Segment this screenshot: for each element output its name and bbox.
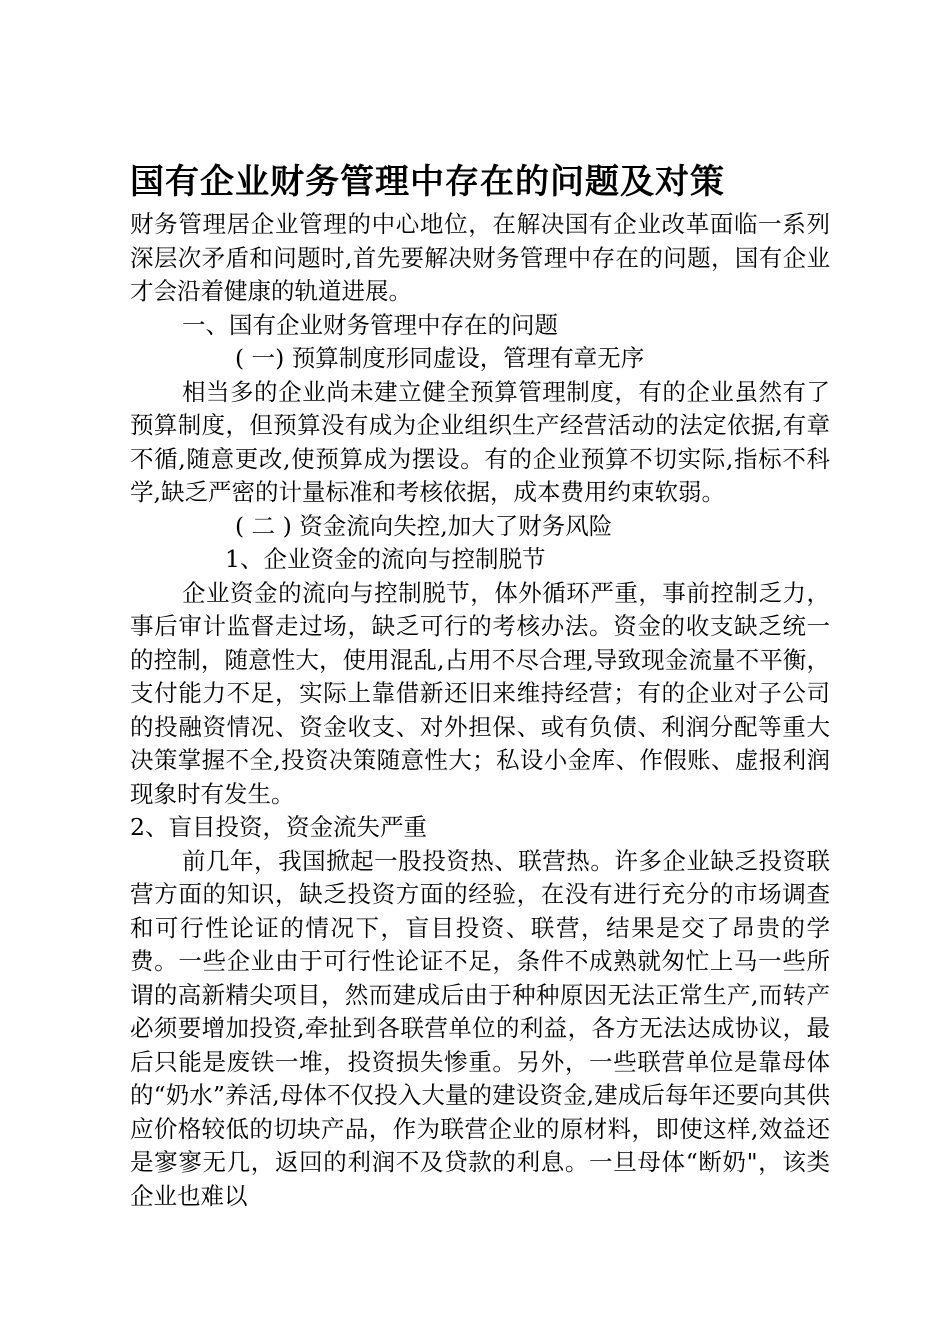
subsection-heading: ( 二 ) 资金流向失控,加大了财务风险 [235, 511, 613, 540]
intro-paragraph: 财务管理居企业管理的中心地位，在解决国有企业改革面临一系列深层次矛盾和问题时,首先要解决财务管理中存在的问题，国有企业才会沿着健康的轨道进展。 [130, 210, 830, 305]
item-heading: 1、企业资金的流向与控制脱节 [225, 545, 546, 573]
document-title: 国有企业财务管理中存在的问题及对策 [130, 162, 725, 202]
subsection-heading: ( 一) 预算制度形同虚设，管理有章无序 [235, 344, 645, 372]
body-paragraph: 相当多的企业尚未建立健全预算管理制度，有的企业虽然有了预算制度，但预算没有成为企业组织生产经营活动的法定依据,有章不循,随意更改,使预算成为摆设。有的企业预算不切实际,指标不科学,缺乏严密的计量标准和考核依据，成本费用约束软弱。 [130, 377, 830, 506]
section-heading: 一、国有企业财务管理中存在的问题 [182, 310, 558, 339]
item-heading: 2、盲目投资，资金流失严重 [130, 813, 427, 841]
body-paragraph: 企业资金的流向与控制脱节，体外循环严重，事前控制乏力，事后审计监督走过场，缺乏可行的考核办法。资金的收支缺乏统一的控制，随意性大，使用混乱,占用不尽合理,导致现金流量不平衡，支付能力不足，实际上靠借新还旧来维持经营；有的企业对子公司的投融资情况、资金收支、对外担保、或有负债、利润分配等重大决策掌握不全,投资决策随意性大；私设小金库、作假账、虚报利润现象时有发生。 [130, 578, 830, 808]
body-paragraph: 前几年，我国掀起一股投资热、联营热。许多企业缺乏投资联营方面的知识，缺乏投资方面的经验，在没有进行充分的市场调查和可行性论证的情况下，盲目投资、联营，结果是交了昂贵的学费。一些企业由于可行性论证不足，条件不成熟就匆忙上马一些所谓的高新精尖项目，然而建成后由于种种原因无法正常生产,而转产必须要增加投资,牵扯到各联营单位的利益，各方无法达成协议，最后只能是废铁一堆，投资损失惨重。另外，一些联营单位是靠母体的“奶水”养活,母体不仅投入大量的建设资金,建成后每年还要向其供应价格较低的切块产品，作为联营企业的原材料，即使这样,效益还是寥寥无几，返回的利润不及贷款的利息。一旦母体“断奶"，该类企业也难以 [130, 846, 830, 1210]
document-body [130, 208, 830, 1213]
